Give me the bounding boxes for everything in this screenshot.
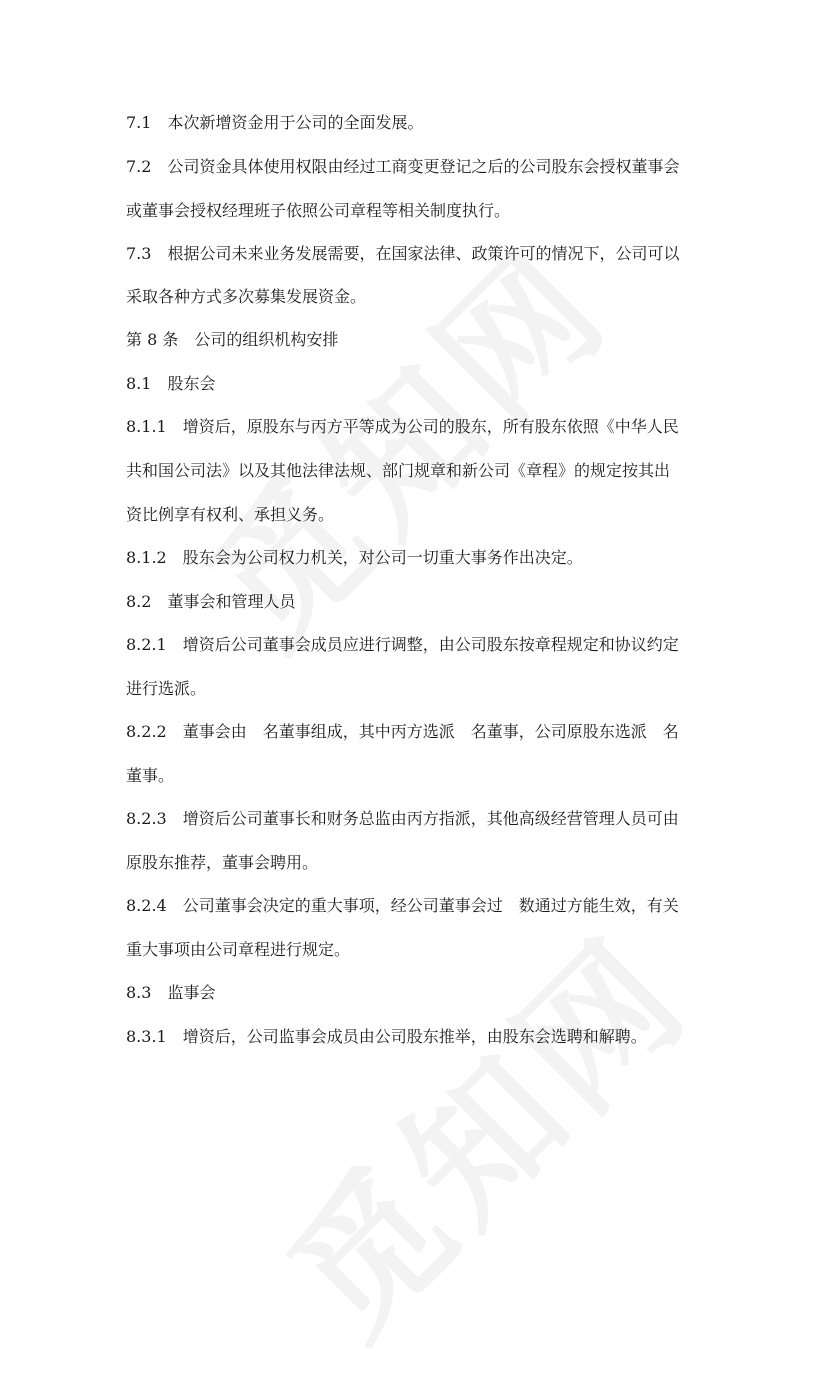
paragraph-7-3-line-2: 采取各种方式多次募集发展资金。 <box>126 287 367 306</box>
article-8-heading: 第 8 条 公司的组织机构安排 <box>126 330 339 349</box>
paragraph-8-1-1-line-2: 共和国公司法》以及其他法律法规、部门规章和新公司《章程》的规定按其出 <box>126 461 671 480</box>
paragraph-7-1: 7.1 本次新增资金用于公司的全面发展。 <box>126 113 424 132</box>
paragraph-8-2-2-line-1: 8.2.2 董事会由 名董事组成，其中丙方选派 名董事，公司原股东选派 名 <box>126 722 679 741</box>
section-8-1-heading: 8.1 股东会 <box>126 374 216 393</box>
section-8-2-heading: 8.2 董事会和管理人员 <box>126 592 296 611</box>
paragraph-8-2-4-line-2: 重大事项由公司章程进行规定。 <box>126 940 351 959</box>
paragraph-8-1-1-line-1: 8.1.1 增资后，原股东与丙方平等成为公司的股东，所有股东依照《中华人民 <box>126 417 679 436</box>
paragraph-8-1-2: 8.1.2 股东会为公司权力机关，对公司一切重大事务作出决定。 <box>126 548 583 567</box>
paragraph-8-2-3-line-1: 8.2.3 增资后公司董事长和财务总监由丙方指派，其他高级经营管理人员可由 <box>126 809 679 828</box>
section-8-3-heading: 8.3 监事会 <box>126 983 216 1002</box>
paragraph-8-2-3-line-2: 原股东推荐，董事会聘用。 <box>126 853 319 872</box>
paragraph-8-2-1-line-2: 进行选派。 <box>126 679 207 698</box>
paragraph-8-3-1: 8.3.1 增资后，公司监事会成员由公司股东推举，由股东会选聘和解聘。 <box>126 1027 647 1046</box>
paragraph-8-1-1-line-3: 资比例享有权利、承担义务。 <box>126 505 335 524</box>
paragraph-8-2-2-line-2: 董事。 <box>126 766 175 785</box>
paragraph-7-3-line-1: 7.3 根据公司未来业务发展需要，在国家法律、政策许可的情况下，公司可以 <box>126 244 680 263</box>
paragraph-7-2-line-2: 或董事会授权经理班子依照公司章程等相关制度执行。 <box>126 201 511 220</box>
paragraph-7-2-line-1: 7.2 公司资金具体使用权限由经过工商变更登记之后的公司股东会授权董事会 <box>126 157 680 176</box>
paragraph-8-2-1-line-1: 8.2.1 增资后公司董事会成员应进行调整，由公司股东按章程规定和协议约定 <box>126 635 679 654</box>
paragraph-8-2-4-line-1: 8.2.4 公司董事会决定的重大事项，经公司董事会过 数通过方能生效，有关 <box>126 896 679 915</box>
